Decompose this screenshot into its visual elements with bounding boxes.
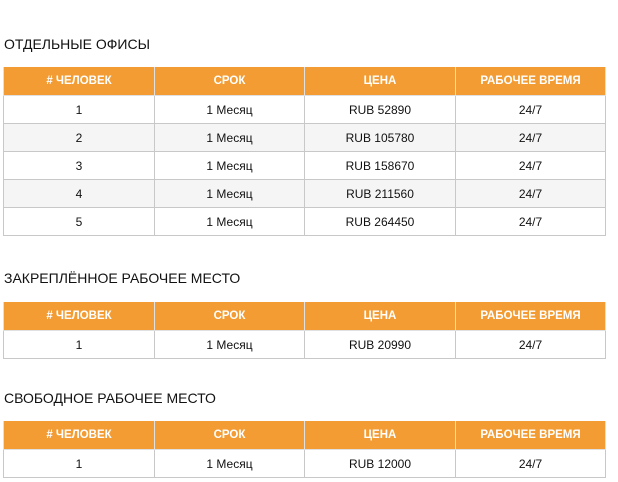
table-row	[4, 152, 606, 180]
cell-price: RUB 12000	[305, 450, 456, 478]
cell-price: RUB 52890	[305, 96, 456, 124]
cell-term: 1 Месяц	[155, 331, 305, 359]
table-row	[4, 450, 606, 478]
cell-price: RUB 20990	[305, 331, 456, 359]
column-header-term: СРОК	[155, 302, 305, 331]
column-header-term: СРОК	[155, 421, 305, 450]
cell-term: 1 Месяц	[155, 152, 305, 180]
cell-hours: 24/7	[456, 96, 606, 124]
column-header-price: ЦЕНА	[305, 421, 456, 450]
cell-hours: 24/7	[456, 180, 606, 208]
column-header-hours: РАБОЧЕЕ ВРЕМЯ	[456, 67, 606, 96]
cell-people: 1	[4, 450, 155, 478]
pricing-table-private-offices	[3, 67, 606, 236]
section-title-hot-desk: СВОБОДНОЕ РАБОЧЕЕ МЕСТО	[4, 390, 216, 406]
cell-term: 1 Месяц	[155, 124, 305, 152]
column-header-term: СРОК	[155, 67, 305, 96]
section-title-private-offices: ОТДЕЛЬНЫЕ ОФИСЫ	[4, 36, 151, 52]
cell-people: 1	[4, 331, 155, 359]
cell-people: 2	[4, 124, 155, 152]
section-title-fixed-desk: ЗАКРЕПЛЁННОЕ РАБОЧЕЕ МЕСТО	[4, 270, 241, 286]
table-row	[4, 96, 606, 124]
column-header-price: ЦЕНА	[305, 67, 456, 96]
table-header-row	[4, 421, 606, 450]
cell-term: 1 Месяц	[155, 208, 305, 236]
column-header-price: ЦЕНА	[305, 302, 456, 331]
column-header-people: # ЧЕЛОВЕК	[4, 67, 155, 96]
cell-price: RUB 158670	[305, 152, 456, 180]
column-header-people: # ЧЕЛОВЕК	[4, 421, 155, 450]
cell-term: 1 Месяц	[155, 96, 305, 124]
table-header-row	[4, 302, 606, 331]
cell-term: 1 Месяц	[155, 180, 305, 208]
table-row	[4, 180, 606, 208]
cell-term: 1 Месяц	[155, 450, 305, 478]
pricing-table-fixed-desk	[3, 302, 606, 359]
cell-people: 3	[4, 152, 155, 180]
cell-hours: 24/7	[456, 331, 606, 359]
table-row	[4, 331, 606, 359]
cell-hours: 24/7	[456, 450, 606, 478]
cell-price: RUB 105780	[305, 124, 456, 152]
cell-hours: 24/7	[456, 124, 606, 152]
table-row	[4, 124, 606, 152]
table-header-row	[4, 67, 606, 96]
column-header-hours: РАБОЧЕЕ ВРЕМЯ	[456, 302, 606, 331]
cell-price: RUB 264450	[305, 208, 456, 236]
cell-people: 1	[4, 96, 155, 124]
column-header-people: # ЧЕЛОВЕК	[4, 302, 155, 331]
cell-people: 5	[4, 208, 155, 236]
cell-hours: 24/7	[456, 208, 606, 236]
pricing-table-hot-desk	[3, 421, 606, 478]
cell-people: 4	[4, 180, 155, 208]
table-row	[4, 208, 606, 236]
cell-hours: 24/7	[456, 152, 606, 180]
column-header-hours: РАБОЧЕЕ ВРЕМЯ	[456, 421, 606, 450]
cell-price: RUB 211560	[305, 180, 456, 208]
